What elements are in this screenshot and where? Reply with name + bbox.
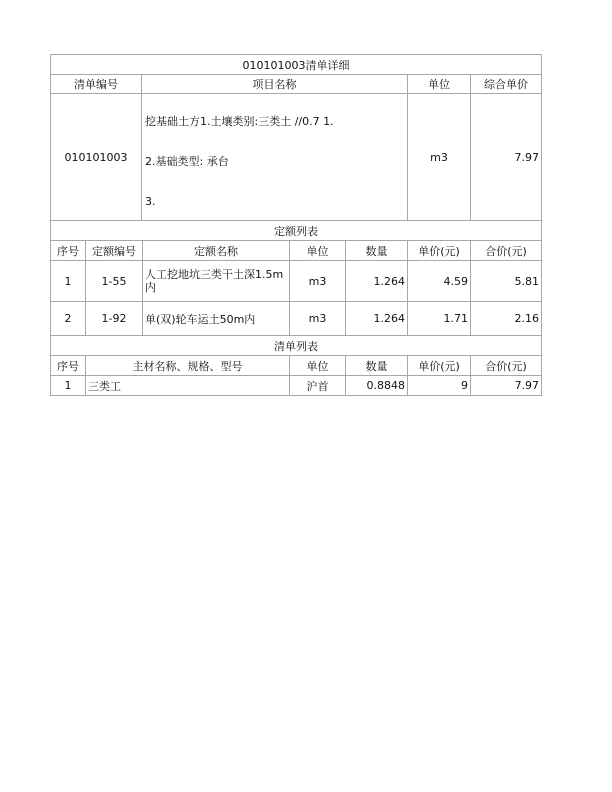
table-row <box>51 302 542 336</box>
header-material-unit-price: 单价(元) <box>408 356 471 376</box>
header-quota-qty: 数量 <box>346 241 408 261</box>
desc-line: 3. <box>145 195 156 209</box>
material-qty: 0.8848 <box>346 376 408 396</box>
quota-name: 单(双)轮车运土50m内 <box>143 302 290 336</box>
material-seq: 1 <box>51 376 86 396</box>
quota-unit-price: 4.59 <box>408 261 471 302</box>
quota-table <box>50 220 542 336</box>
header-material-unit: 单位 <box>290 356 346 376</box>
item-detail-table <box>50 54 542 221</box>
quota-title: 定额列表 <box>51 221 542 241</box>
item-code: 010101003 <box>51 94 142 221</box>
header-item-code: 清单编号 <box>51 75 142 94</box>
quota-unit: m3 <box>290 261 346 302</box>
materials-table <box>50 335 542 396</box>
quota-total: 2.16 <box>471 302 542 336</box>
item-price: 7.97 <box>471 94 542 221</box>
material-unit-price: 9 <box>408 376 471 396</box>
header-item-name: 项目名称 <box>142 75 408 94</box>
quota-unit: m3 <box>290 302 346 336</box>
desc-line: 2.基础类型: 承台 <box>145 155 229 169</box>
material-unit: 沪首 <box>290 376 346 396</box>
quota-seq: 1 <box>51 261 86 302</box>
header-quota-total: 合价(元) <box>471 241 542 261</box>
quota-seq: 2 <box>51 302 86 336</box>
quota-qty: 1.264 <box>346 261 408 302</box>
quota-qty: 1.264 <box>346 302 408 336</box>
quota-name: 人工挖地坑三类干土深1.5m内 <box>143 261 290 302</box>
material-total: 7.97 <box>471 376 542 396</box>
header-material-total: 合价(元) <box>471 356 542 376</box>
quota-unit-price: 1.71 <box>408 302 471 336</box>
header-quota-unit-price: 单价(元) <box>408 241 471 261</box>
header-quota-seq: 序号 <box>51 241 86 261</box>
material-name: 三类工 <box>86 376 290 396</box>
header-quota-unit: 单位 <box>290 241 346 261</box>
table-row <box>51 376 542 396</box>
materials-title: 清单列表 <box>51 336 542 356</box>
table-row <box>51 261 542 302</box>
item-description <box>142 94 408 221</box>
header-material-seq: 序号 <box>51 356 86 376</box>
header-quota-code: 定额编号 <box>86 241 143 261</box>
quota-total: 5.81 <box>471 261 542 302</box>
header-quota-name: 定额名称 <box>143 241 290 261</box>
header-material-qty: 数量 <box>346 356 408 376</box>
item-unit: m3 <box>408 94 471 221</box>
quota-code: 1-92 <box>86 302 143 336</box>
item-description-lines <box>145 94 405 221</box>
item-title: 010101003清单详细 <box>51 55 542 75</box>
header-item-unit: 单位 <box>408 75 471 94</box>
quota-code: 1-55 <box>86 261 143 302</box>
header-item-price: 综合单价 <box>471 75 542 94</box>
desc-line: 挖基础土方1.土壤类别:三类土 //0.7 1. <box>145 114 334 128</box>
header-material-name: 主材名称、规格、型号 <box>86 356 290 376</box>
